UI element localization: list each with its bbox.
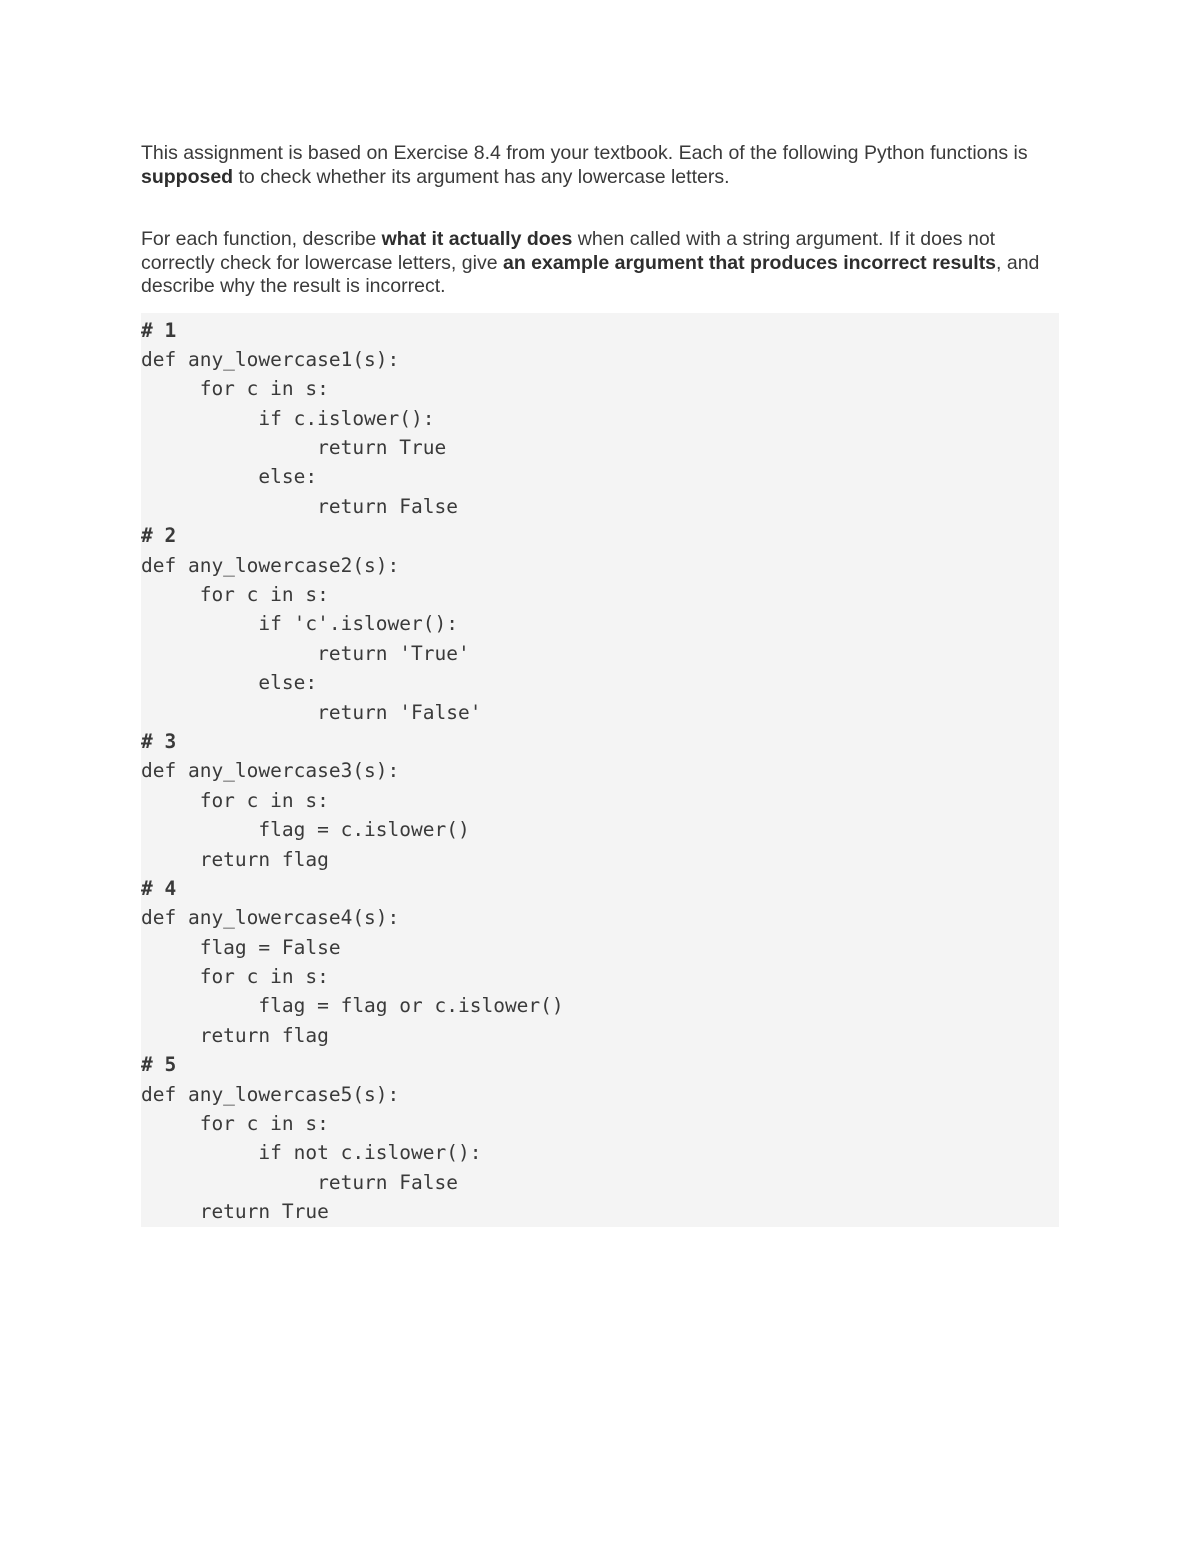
document-page	[141, 142, 1059, 1227]
code-comment-line: # 5	[141, 1053, 177, 1077]
instructions-emphasis-example: an example argument that produces incorrect results	[502, 251, 997, 274]
code-line: flag = c.islower()	[141, 818, 470, 842]
code-comment-line: # 3	[141, 729, 177, 753]
code-line: def any_lowercase4(s):	[141, 906, 400, 930]
instructions-text-2: when called with a string argument. If it does not correctly check for lowercase letters, give	[141, 228, 996, 274]
code-line: return 'False'	[141, 700, 482, 724]
code-block	[141, 313, 1059, 1227]
code-line: return 'True'	[141, 641, 470, 665]
intro-emphasis-supposed: supposed	[141, 165, 234, 188]
code-line: if 'c'.islower():	[141, 612, 458, 636]
code-line: def any_lowercase1(s):	[141, 347, 400, 371]
code-line: return flag	[141, 1023, 329, 1047]
code-line: return True	[141, 436, 447, 460]
intro-text-2: to check whether its argument has any lowercase letters.	[233, 165, 730, 188]
code-line: if c.islower():	[141, 406, 435, 430]
instructions-text-3: , and describe why the result is incorrect.	[141, 251, 1040, 297]
code-line: flag = False	[141, 935, 341, 959]
intro-text-1: This assignment is based on Exercise 8.4 from your textbook. Each of the following Python functions is	[141, 142, 1028, 164]
code-line: return False	[141, 494, 458, 518]
code-line: for c in s:	[141, 965, 329, 989]
code-line: return False	[141, 1170, 458, 1194]
instructions-paragraph	[141, 228, 1059, 299]
code-line: if not c.islower():	[141, 1141, 482, 1165]
code-line: def any_lowercase5(s):	[141, 1082, 400, 1106]
instructions-emphasis-what-it-does: what it actually does	[381, 228, 573, 250]
code-line: def any_lowercase2(s):	[141, 553, 400, 577]
code-line: else:	[141, 465, 318, 489]
code-line: for c in s:	[141, 788, 329, 812]
code-line: return True	[141, 1200, 329, 1224]
code-line: for c in s:	[141, 583, 329, 607]
code-comment-line: # 4	[141, 876, 177, 900]
code-line: for c in s:	[141, 377, 329, 401]
code-line: else:	[141, 671, 318, 695]
code-comment-line: # 2	[141, 524, 177, 548]
code-line: flag = flag or c.islower()	[141, 994, 564, 1018]
code-line: return flag	[141, 847, 329, 871]
code-comment-line: # 1	[141, 318, 177, 342]
code-line: for c in s:	[141, 1112, 329, 1136]
intro-paragraph	[141, 142, 1059, 189]
code-line: def any_lowercase3(s):	[141, 759, 400, 783]
instructions-text-1: For each function, describe	[141, 228, 382, 250]
